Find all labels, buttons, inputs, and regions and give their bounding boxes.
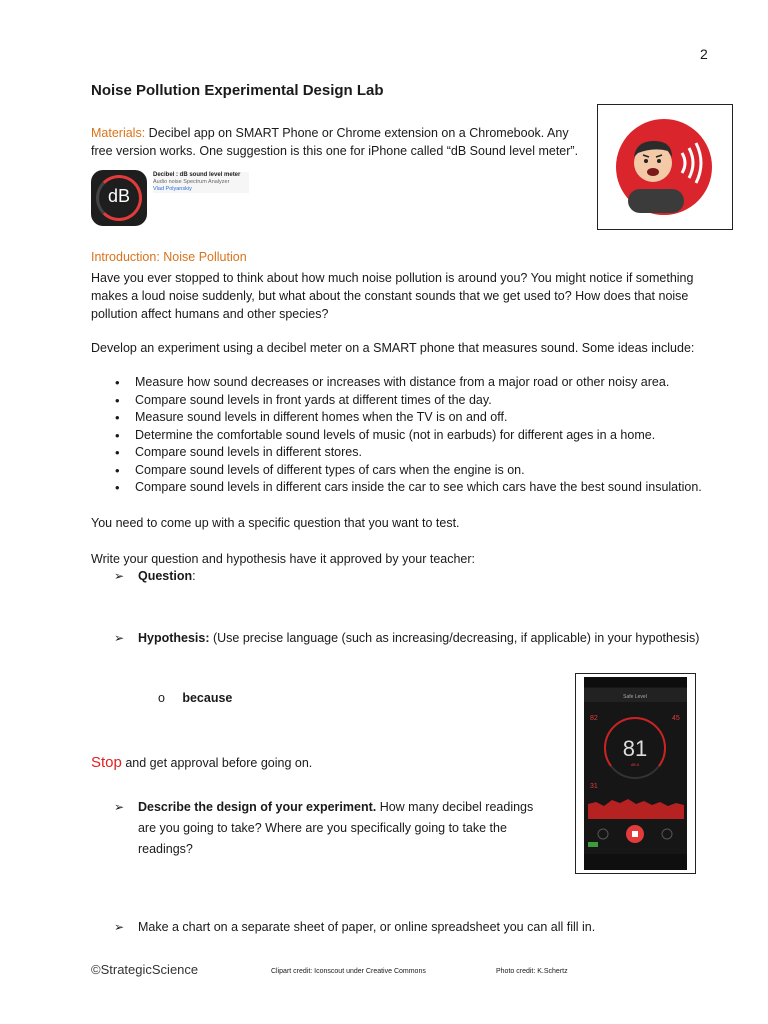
materials-text: Decibel app on SMART Phone or Chrome extension on a Chromebook. Any free version works. One suggestion is this one for iPhone called “dB Sound level meter”.	[91, 126, 579, 158]
need-paragraph: You need to come up with a specific question that you want to test.	[91, 516, 460, 530]
ideas-list	[115, 374, 735, 497]
design-label: Describe the design of your experiment.	[137, 800, 377, 814]
svg-text:45: 45	[672, 715, 680, 722]
svg-text:81: 81	[622, 736, 648, 761]
list-item: • Measure sound levels in different homes when the TV is on and off.	[115, 409, 735, 427]
list-item: • Compare sound levels in different cars inside the car to see which cars have the best sound insulation.	[115, 479, 735, 497]
strategic-science-logo: ©StrategicScience	[91, 962, 199, 977]
hypothesis-text: (Use precise language (such as increasing/decreasing, if applicable) in your hypothesis)	[209, 631, 700, 645]
stop-row	[91, 754, 312, 771]
arrow-bullet-icon: ➢	[114, 569, 125, 583]
decibel-app-icon: dB	[91, 170, 147, 226]
list-item: • Determine the comfortable sound levels of music (not in earbuds) for different ages in a home.	[115, 427, 735, 445]
question-label: Question	[137, 569, 193, 583]
svg-text:82: 82	[590, 715, 598, 722]
stop-text: and get approval before going on.	[121, 756, 313, 770]
phone-photo-frame	[575, 673, 696, 874]
stop-word: Stop	[91, 754, 122, 771]
intro-paragraph: Have you ever stopped to think about how much noise pollution is around you? You might notice if something makes a loud noise suddenly, but what about the constant sounds that we get used to? How does that noise pollution affect humans and other species?	[91, 271, 694, 321]
list-item: • Measure how sound decreases or increases with distance from a major road or other noisy area.	[115, 374, 735, 392]
write-paragraph: Write your question and hypothesis have it approved by your teacher:	[91, 552, 476, 566]
design-row	[114, 797, 554, 860]
list-item: • Compare sound levels in different stores.	[115, 444, 735, 462]
app-store-card	[91, 170, 251, 226]
chart-row	[114, 920, 595, 934]
noise-clipart-frame	[597, 104, 733, 230]
svg-text:31: 31	[590, 783, 598, 790]
arrow-bullet-icon: ➢	[114, 631, 125, 645]
because-row	[158, 691, 232, 705]
app-meta: Decibel : dB sound level meter Audio noise Spectrum Analyzer Vlad Polyanskiy	[153, 172, 249, 193]
page-title: Noise Pollution Experimental Design Lab	[91, 82, 384, 99]
hypothesis-row	[114, 631, 734, 645]
svg-text:Safe Level: Safe Level	[623, 694, 647, 700]
design-text: How many decibel readings are you going to take? Where are you specifically going to take the readings?	[137, 800, 534, 856]
list-item: • Compare sound levels in front yards at different times of the day.	[115, 392, 735, 410]
arrow-bullet-icon: ➢	[114, 800, 125, 814]
list-item: • Compare sound levels of different types of cars when the engine is on.	[115, 462, 735, 480]
svg-text:dB A: dB A	[630, 762, 640, 767]
materials-label: Materials:	[91, 126, 146, 140]
shouting-person-icon	[598, 105, 732, 229]
because-label: because	[182, 691, 233, 705]
intro-heading: Introduction: Noise Pollution	[91, 250, 247, 264]
clipart-credit: Clipart credit: Iconscout under Creative Commons	[271, 968, 426, 975]
photo-credit: Photo credit: K.Schertz	[496, 968, 568, 975]
chart-text: Make a chart on a separate sheet of paper, or online spreadsheet you can all fill in.	[137, 920, 596, 934]
question-row: ➢ Question:	[114, 569, 196, 583]
materials-paragraph	[91, 124, 591, 160]
hypothesis-label: Hypothesis:	[137, 631, 210, 645]
arrow-bullet-icon: ➢	[114, 920, 125, 934]
develop-paragraph: Develop an experiment using a decibel meter on a SMART phone that measures sound. Some ideas include:	[91, 341, 695, 355]
page-number: 2	[700, 46, 708, 62]
decibel-meter-screenshot	[576, 674, 695, 873]
circle-bullet-icon: o	[158, 691, 165, 705]
